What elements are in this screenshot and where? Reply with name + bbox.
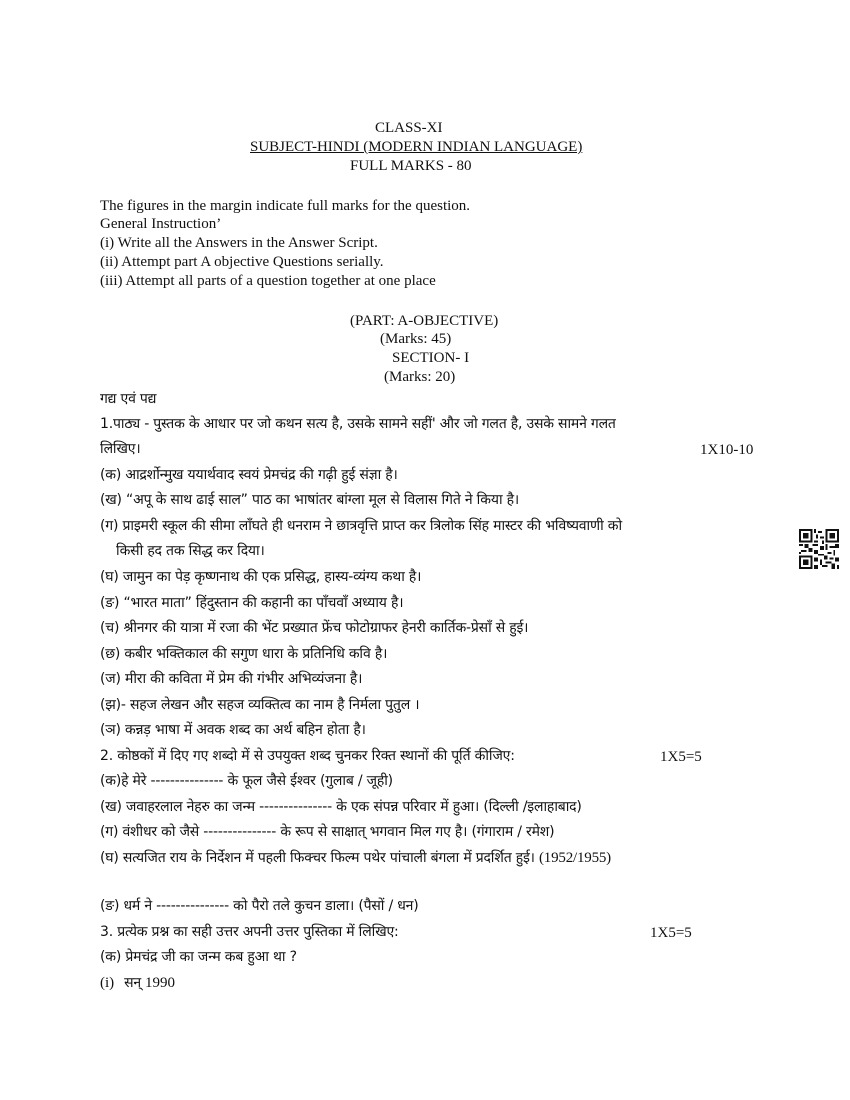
subject-title: SUBJECT-HINDI (MODERN INDIAN LANGUAGE) [250, 139, 583, 155]
qr-code-icon [799, 529, 839, 569]
q1-item: (ज) मीरा की कविता में प्रेम की गंभीर अभिव्यंजना है। [100, 671, 363, 687]
q1-item: (ग) प्राइमरी स्कूल की सीमा लाँघते ही धनराम ने छात्रवृत्ति प्राप्त कर त्रिलोक सिंह मास्टर की भविष्यवाणी को [100, 518, 622, 534]
part-title: (PART: A-OBJECTIVE) [350, 313, 499, 329]
q3-marks: 1X5=5 [650, 925, 692, 941]
q3-option [100, 973, 175, 992]
q2-item [100, 848, 611, 867]
q2-item: (ङ) धर्म ने --------------- को पैरो तले कुचन डाला। (पैसों / धन) [100, 898, 419, 914]
q1-item: (ख) “अपू के साथ ढाई साल” पाठ का भाषांतर बांग्ला मूल से विलास गिते ने किया है। [100, 492, 519, 508]
q2-item-gha-text: (घ) सत्यजित राय के निर्देशन में पहली फिक्चर फिल्म पथेर पांचाली बंगला में प्रदर्शित हुई। [100, 850, 535, 866]
instruction-item: (i) Write all the Answers in the Answer Script. [100, 235, 378, 251]
q1-prompt-line2: लिखिए। [100, 441, 141, 457]
instruction-item: (iii) Attempt all parts of a question together at one place [100, 273, 436, 289]
q1-marks: 1X10-10 [700, 442, 754, 458]
class-title: CLASS-XI [375, 120, 443, 136]
q2-item: (क)हे मेरे --------------- के फूल जैसे ईश्वर (गुलाब / जूही) [100, 773, 393, 789]
topic-heading: गद्य एवं पद्य [100, 391, 157, 407]
q1-item: (छ) कबीर भक्तिकाल की सगुण धारा के प्रतिनिधि कवि है। [100, 646, 388, 662]
q1-item: (क) आद्रर्शोन्मुख ययार्थवाद स्वयं प्रेमचंद्र की गढ़ी हुई संज्ञा है। [100, 467, 398, 483]
figures-note: The figures in the margin indicate full marks for the question. [100, 198, 471, 214]
q3-option-label: (i) [100, 975, 115, 991]
q1-item: (च) श्रीनगर की यात्रा में रजा की भेंट प्रख्यात फ्रेंच फोटोग्राफर हेनरी कार्तिक-प्रेसाँ से हुई। [100, 620, 529, 636]
q3-prompt: 3. प्रत्येक प्रश्न का सही उत्तर अपनी उत्तर पुस्तिका में लिखिए: [100, 924, 399, 940]
q1-prompt-line1: 1.पाठ्य - पुस्तक के आधार पर जो कथन सत्य है, उसके सामने सहीं' और जो गलत है, उसके सामने गलत [100, 416, 616, 432]
q1-item: (ङ) “भारत माता” हिंदुस्तान की कहानी का पाँचवाँ अध्याय है। [100, 595, 404, 611]
part-marks: (Marks: 45) [380, 331, 452, 347]
q1-item: (घ) जामुन का पेड़ कृष्णनाथ की एक प्रसिद्ध, हास्य-व्यंग्य कथा है। [100, 569, 422, 585]
q3-option-year: 1990 [145, 975, 176, 991]
q3-option-text: सन् [124, 975, 142, 991]
general-instruction: General Instruction’ [100, 216, 222, 232]
section-marks: (Marks: 20) [384, 369, 456, 385]
q2-item: (ग) वंशीधर को जैसे --------------- के रूप से साक्षात् भगवान मिल गए है। (गंगाराम / रमेश) [100, 824, 555, 840]
full-marks: FULL MARKS - 80 [350, 158, 472, 174]
q1-item-continued: किसी हद तक सिद्ध कर दिया। [116, 543, 265, 559]
q2-item-gha-years: (1952/1955) [539, 850, 611, 866]
q1-item: (ञ) कन्नड़ भाषा में अवक शब्द का अर्थ बहिन होता है। [100, 722, 366, 738]
instruction-item: (ii) Attempt part A objective Questions serially. [100, 254, 384, 270]
q2-prompt: 2. कोष्ठकों में दिए गए शब्दो में से उपयुक्त शब्द चुनकर रिक्त स्थानों की पूर्ति कीजिए: [100, 748, 515, 764]
section-title: SECTION- I [392, 350, 470, 366]
q2-item: (ख) जवाहरलाल नेहरु का जन्म --------------- के एक संपन्न परिवार में हुआ। (दिल्ली /इलाहाबाद) [100, 799, 582, 815]
q2-marks: 1X5=5 [660, 749, 702, 765]
q3-item: (क) प्रेमचंद्र जी का जन्म कब हुआ था ? [100, 949, 297, 965]
q1-item: (झ)- सहज लेखन और सहज व्यक्तित्व का नाम है निर्मला पुतुल । [100, 697, 420, 713]
